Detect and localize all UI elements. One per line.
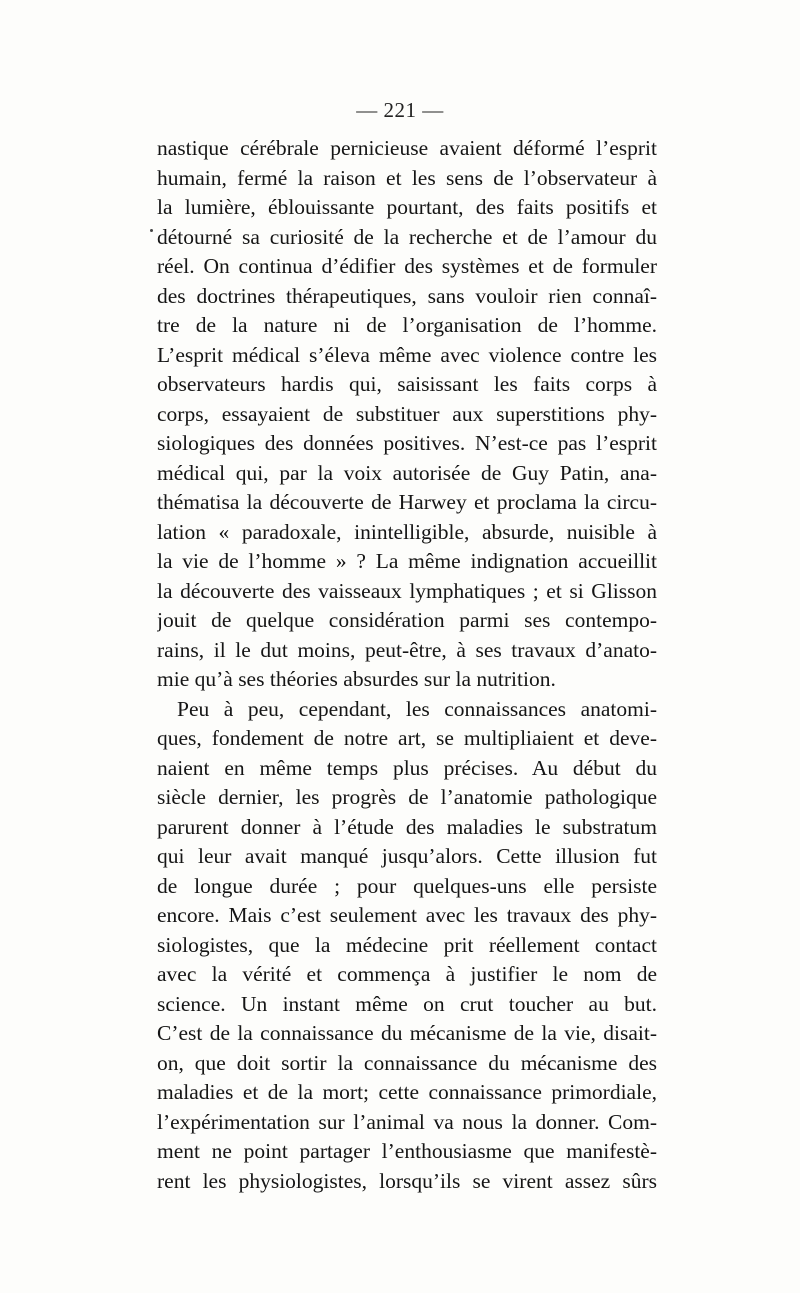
text-line: l’expérimentation sur l’animal va nous la donner. Com- — [157, 1109, 657, 1134]
text-line: rent les physiologistes, lorsqu’ils se virent assez sûrs — [157, 1168, 657, 1193]
text-line: L’esprit médical s’éleva même avec violence contre les — [157, 342, 657, 367]
paragraph-start-line: Peu à peu, cependant, les connaissances anatomi- — [177, 696, 657, 721]
text-line: encore. Mais c’est seulement avec les travaux des phy- — [157, 903, 657, 927]
text-line: détourné sa curiosité de la recherche et de l’amour du — [157, 224, 657, 249]
text-line: naient en même temps plus précises. Au début du — [157, 755, 657, 780]
text-line: corps, essayaient de substituer aux superstitions phy- — [157, 401, 657, 426]
text-line: thématisa la découverte de Harwey et proclama la circu- — [157, 490, 657, 514]
text-line: tre de la nature ni de l’organisation de l’homme. — [157, 313, 657, 337]
text-line: la lumière, éblouissante pourtant, des faits positifs et — [157, 195, 657, 219]
text-line: C’est de la connaissance du mécanisme de la vie, disait- — [157, 1021, 657, 1045]
text-line: la vie de l’homme » ? La même indignation accueillit — [157, 549, 657, 573]
paragraph-end-line: mie qu’à ses théories absurdes sur la nutrition. — [157, 667, 556, 691]
text-line: la découverte des vaisseaux lymphatiques ; et si Glisson — [157, 578, 657, 603]
text-line: humain, fermé la raison et les sens de l’observateur à — [157, 165, 657, 190]
text-line: on, que doit sortir la connaissance du mécanisme des — [157, 1050, 657, 1075]
text-line: siologiques des données positives. N’est-ce pas l’esprit — [157, 431, 657, 455]
text-line: maladies et de la mort; cette connaissance primordiale, — [157, 1080, 657, 1104]
text-line: lation « paradoxale, inintelligible, absurde, nuisible à — [157, 519, 657, 544]
text-line: science. Un instant même on crut toucher au but. — [157, 991, 657, 1016]
text-line: médical qui, par la voix autorisée de Guy Patin, ana- — [157, 460, 657, 485]
print-speck — [150, 229, 153, 232]
text-line: ques, fondement de notre art, se multipliaient et deve- — [157, 726, 657, 750]
text-line: rains, il le dut moins, peut-être, à ses travaux d’anato- — [157, 637, 657, 662]
body-text — [157, 134, 657, 1196]
text-line: jouit de quelque considération parmi ses contempo- — [157, 608, 657, 632]
text-line: des doctrines thérapeutiques, sans vouloir rien connaî- — [157, 283, 657, 308]
text-line: siècle dernier, les progrès de l’anatomie pathologique — [157, 785, 657, 809]
text-line: nastique cérébrale pernicieuse avaient déformé l’esprit — [157, 136, 657, 160]
text-line: observateurs hardis qui, saisissant les faits corps à — [157, 372, 657, 396]
text-line: qui leur avait manqué jusqu’alors. Cette illusion fut — [157, 844, 657, 868]
text-line: avec la vérité et commença à justifier le nom de — [157, 962, 657, 986]
text-line: siologistes, que la médecine prit réellement contact — [157, 932, 657, 957]
text-line: de longue durée ; pour quelques-uns elle persiste — [157, 873, 657, 898]
text-line: parurent donner à l’étude des maladies le substratum — [157, 814, 657, 839]
page-number: — 221 — — [356, 98, 444, 122]
text-line: ment ne point partager l’enthousiasme que manifestè- — [157, 1139, 657, 1163]
text-line: réel. On continua d’édifier des systèmes et de formuler — [157, 254, 657, 278]
